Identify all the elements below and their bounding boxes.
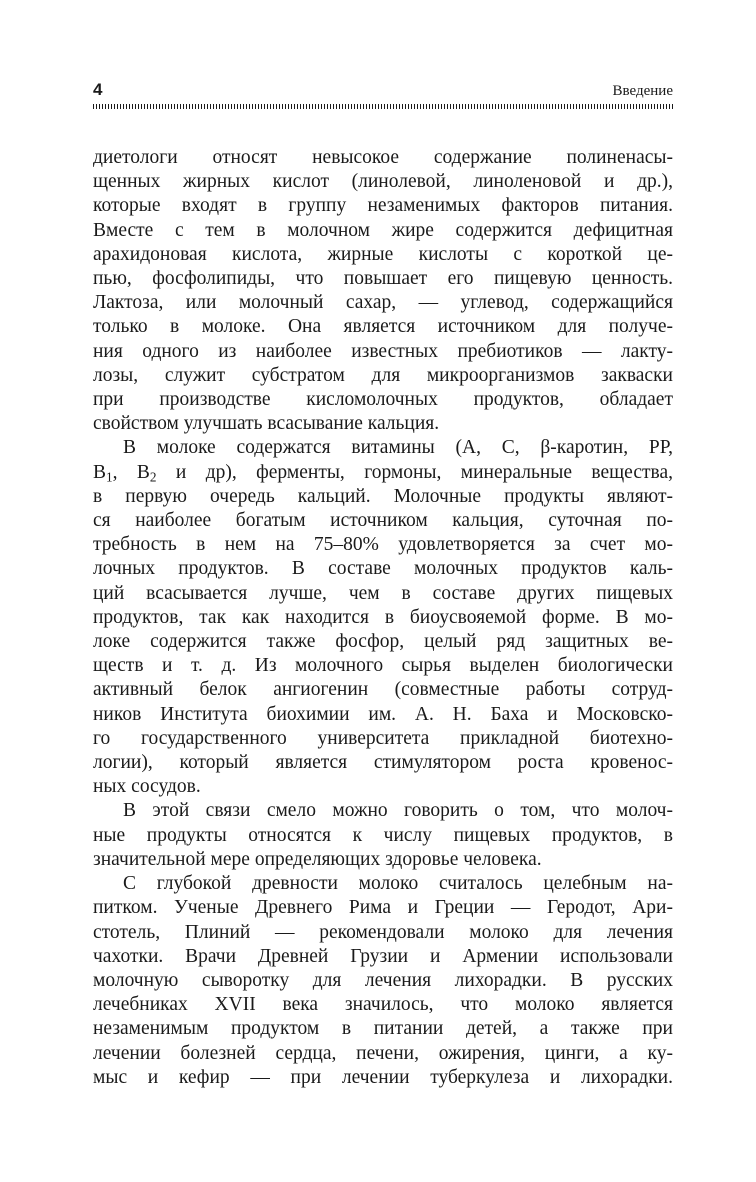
text-line: щенных жирных кислот (линолевой, линоленовой и др.), xyxy=(93,171,673,193)
text-line: ся наиболее богатым источником кальция, суточная по- xyxy=(93,510,673,532)
text-line: ных сосудов. xyxy=(93,776,201,798)
paragraph xyxy=(93,146,673,436)
text-line: го государственного университета прикладной биотехно- xyxy=(93,727,673,749)
text-fragment: и др), ферменты, гормоны, минеральные вещества, xyxy=(156,461,673,483)
text-line: требность в нем на 75–80% удовлетворяется за счет мо- xyxy=(93,534,673,556)
text-line: лочных продуктов. В составе молочных продуктов каль- xyxy=(93,558,673,580)
text-line: лечении болезней сердца, печени, ожирения, цинги, а ку- xyxy=(93,1042,673,1064)
text-line: локе содержится также фосфор, целый ряд защитных ве- xyxy=(93,631,673,653)
header-rule xyxy=(93,104,673,109)
text-line: мыс и кефир — при лечении туберкулеза и лихорадки. xyxy=(93,1066,673,1088)
text-line: которые входят в группу незаменимых факторов питания. xyxy=(93,195,673,217)
text-line: логии), который является стимулятором роста кровенос- xyxy=(93,752,673,774)
body-text xyxy=(93,146,673,1090)
subscript: 2 xyxy=(149,468,157,484)
text-line: С глубокой древности молоко считалось целебным на- xyxy=(123,873,673,895)
text-line: в первую очередь кальций. Молочные продукты являют- xyxy=(93,485,673,507)
text-line: ния одного из наиболее известных пребиотиков — лакту- xyxy=(93,340,673,362)
text-line: Вместе с тем в молочном жире содержится дефицитная xyxy=(93,219,673,241)
text-line: В молоке содержатся витамины (А, С, β-каротин, РР, xyxy=(123,437,673,459)
text-line: свойством улучшать всасывание кальция. xyxy=(93,413,440,435)
text-line: диетологи относят невысокое содержание полиненасы- xyxy=(93,147,673,168)
text-line: Лактоза, или молочный сахар, — углевод, содержащийся xyxy=(93,292,673,314)
page-number: 4 xyxy=(93,80,103,99)
text-line: В этой связи смело можно говорить о том, что молоч- xyxy=(123,800,673,822)
text-line: питком. Ученые Древнего Рима и Греции — Геродот, Ари- xyxy=(93,897,673,919)
text-line: пью, фосфолипиды, что повышает его пищевую ценность. xyxy=(93,268,673,290)
text-line: только в молоке. Она является источником для получе- xyxy=(93,316,673,338)
paragraph xyxy=(93,799,673,872)
text-line: значительной мере определяющих здоровье человека. xyxy=(93,848,542,870)
vitamin-b: B xyxy=(93,461,107,483)
subscript: 1 xyxy=(106,468,113,484)
paragraph xyxy=(93,436,673,799)
page-header xyxy=(93,80,673,102)
text-line: активный белок ангиогенин (совместные работы сотруд- xyxy=(93,679,673,701)
text-line: арахидоновая кислота, жирные кислоты с короткой це- xyxy=(93,243,673,265)
text-line-with-subscripts xyxy=(93,461,673,485)
text-line: лечебниках XVII века значилось, что молоко является xyxy=(93,994,673,1016)
text-fragment: , B xyxy=(112,461,150,483)
text-line: при производстве кисломолочных продуктов, обладает xyxy=(93,389,673,411)
text-line: ций всасывается лучше, чем в составе других пищевых xyxy=(93,582,673,604)
running-title: Введение xyxy=(612,83,673,99)
text-line: незаменимым продуктом в питании детей, а также при xyxy=(93,1018,673,1040)
text-line: стотель, Плиний — рекомендовали молоко для лечения xyxy=(93,921,673,943)
text-line: продуктов, так как находится в биоусвояемой форме. В мо- xyxy=(93,606,673,628)
paragraph xyxy=(93,872,673,1090)
text-line: лозы, служит субстратом для микроорганизмов закваски xyxy=(93,364,673,386)
text-line: ные продукты относятся к числу пищевых продуктов, в xyxy=(93,824,673,846)
text-line: молочную сыворотку для лечения лихорадки. В русских xyxy=(93,969,673,991)
text-line: чахотки. Врачи Древней Грузии и Армении использовали xyxy=(93,945,673,967)
text-line: ников Института биохимии им. А. Н. Баха и Московско- xyxy=(93,703,673,725)
text-line: ществ и т. д. Из молочного сырья выделен биологически xyxy=(93,655,673,677)
